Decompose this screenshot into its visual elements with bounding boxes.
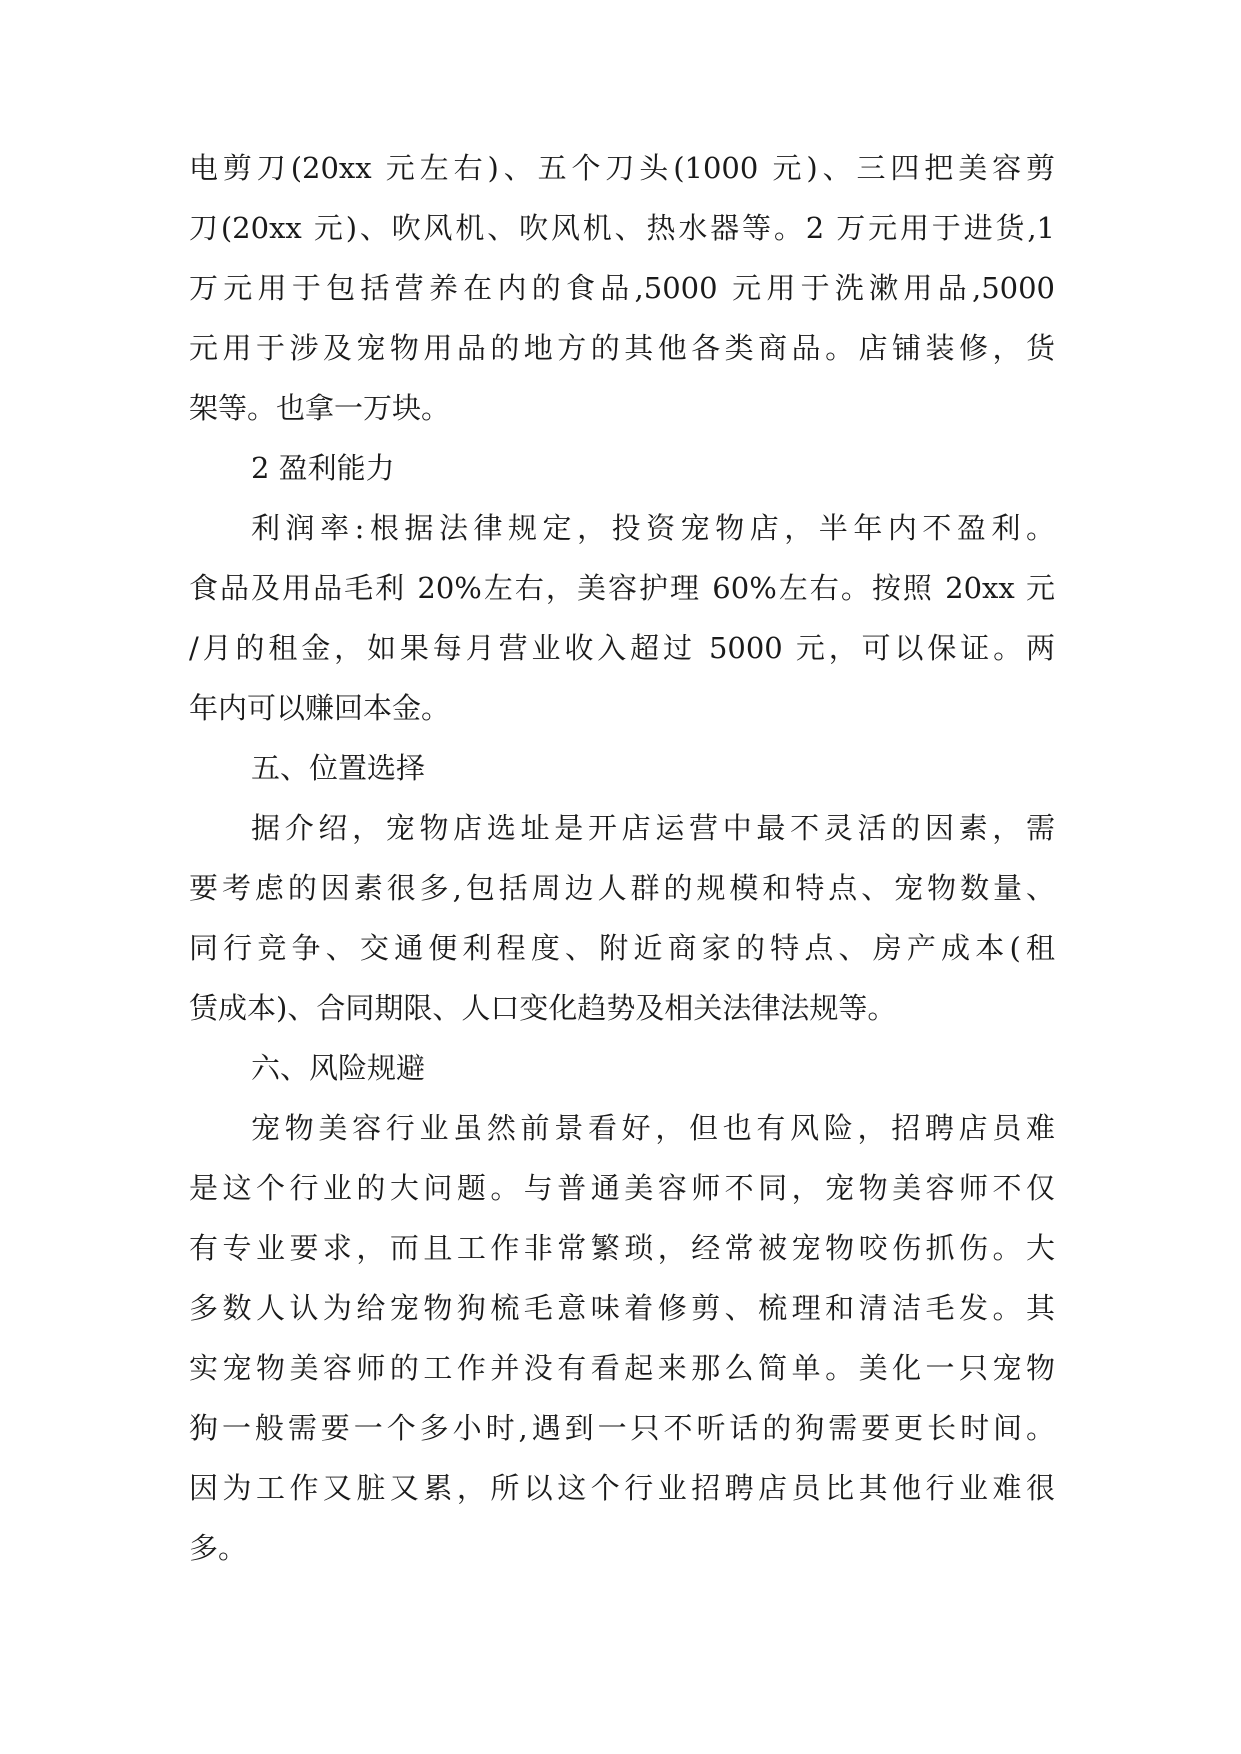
section-heading: 六、风险规避 [251,1051,426,1085]
text-line: 电剪刀(20xx 元左右)、五个刀头(1000 元)、三四把美容剪 [189,151,1055,185]
text-line: 是这个行业的大问题。与普通美容师不同，宠物美容师不仅 [189,1171,1055,1205]
text-line: 赁成本)、合同期限、人口变化趋势及相关法律法规等。 [189,991,897,1025]
document-body [189,138,1055,1578]
text-line: 食品及用品毛利 20%左右，美容护理 60%左右。按照 20xx 元 [189,571,1055,605]
text-line: /月的租金，如果每月营业收入超过 5000 元，可以保证。两 [189,631,1055,665]
text-line: 多。 [189,1531,248,1565]
text-line: 年内可以赚回本金。 [189,691,451,725]
text-line: 因为工作又脏又累，所以这个行业招聘店员比其他行业难很 [189,1471,1055,1505]
text-line: 利润率:根据法律规定，投资宠物店，半年内不盈利。 [251,511,1055,545]
section-heading: 2 盈利能力 [251,451,395,485]
text-line: 架等。也拿一万块。 [189,391,451,425]
text-line: 据介绍，宠物店选址是开店运营中最不灵活的因素，需 [251,811,1055,845]
text-line: 同行竞争、交通便利程度、附近商家的特点、房产成本(租 [189,931,1055,965]
text-line: 刀(20xx 元)、吹风机、吹风机、热水器等。2 万元用于进货,1 [189,211,1055,245]
text-line: 万元用于包括营养在内的食品,5000 元用于洗漱用品,5000 [189,271,1055,305]
text-line: 实宠物美容师的工作并没有看起来那么简单。美化一只宠物 [189,1351,1055,1385]
text-line: 元用于涉及宠物用品的地方的其他各类商品。店铺装修，货 [189,331,1055,365]
text-line: 要考虑的因素很多,包括周边人群的规模和特点、宠物数量、 [189,871,1055,905]
text-line: 有专业要求，而且工作非常繁琐，经常被宠物咬伤抓伤。大 [189,1231,1055,1265]
text-line: 狗一般需要一个多小时,遇到一只不听话的狗需要更长时间。 [189,1411,1055,1445]
section-heading: 五、位置选择 [251,751,426,785]
text-line: 多数人认为给宠物狗梳毛意味着修剪、梳理和清洁毛发。其 [189,1291,1055,1325]
text-line: 宠物美容行业虽然前景看好，但也有风险，招聘店员难 [251,1111,1055,1145]
